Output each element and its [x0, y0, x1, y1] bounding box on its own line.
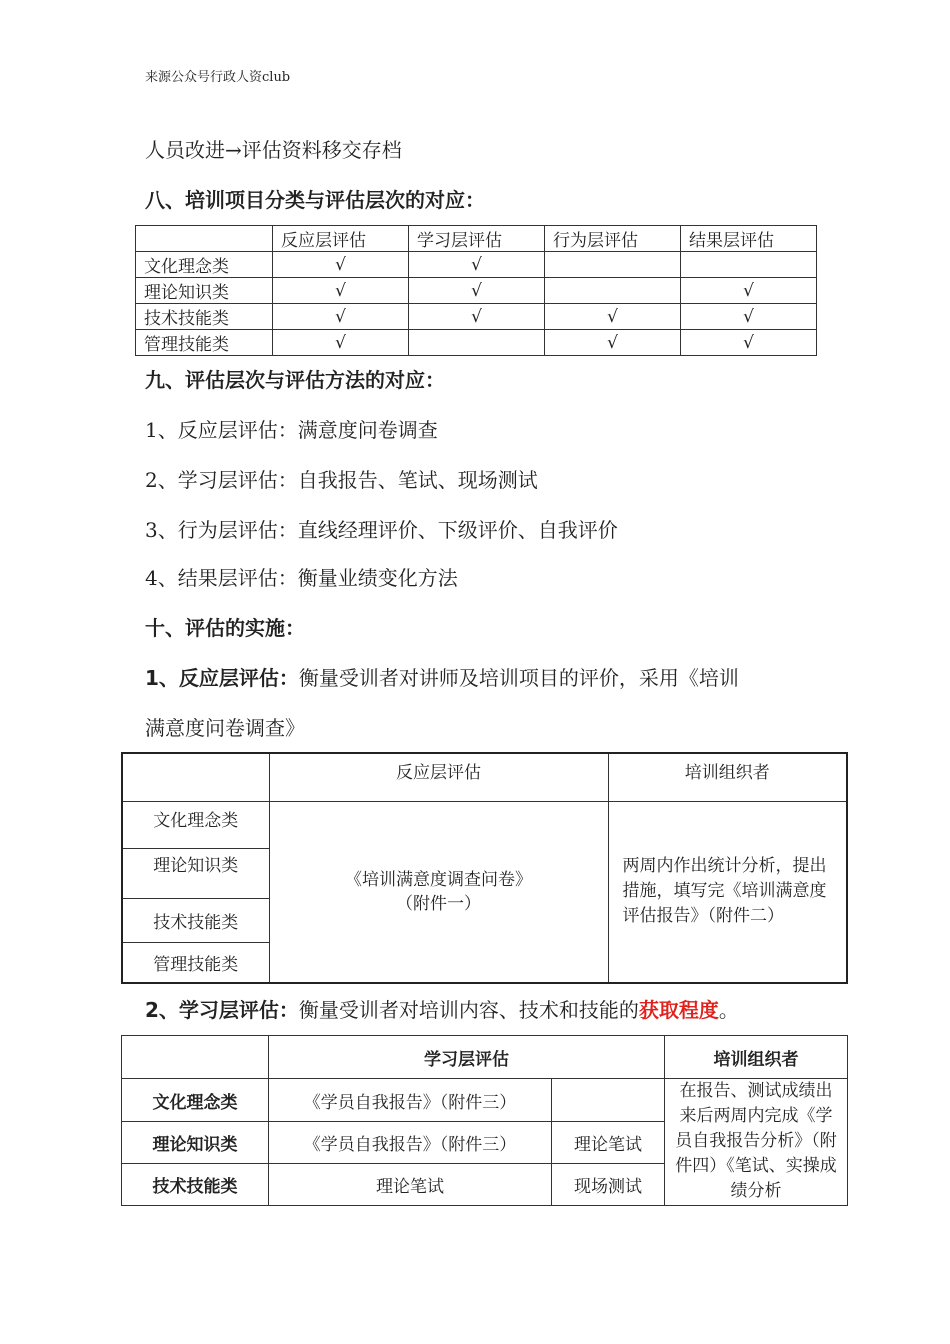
check-mark: √ [273, 330, 409, 356]
check-mark: √ [681, 304, 817, 330]
row-label: 文化理念类 [136, 252, 273, 278]
highlight-text: 获取程度 [638, 998, 719, 1022]
method-cell: 理论笔试 [552, 1122, 665, 1164]
paragraph [145, 666, 739, 690]
table-row [136, 330, 817, 356]
row-label: 管理技能类 [122, 942, 269, 983]
organizer-cell: 在报告、测试成绩出来后两周内完成《学员自我报告分析》（附件四）《笔试、实操成绩分析 [665, 1079, 848, 1206]
check-mark: √ [545, 304, 681, 330]
list-item: 2、学习层评估：自我报告、笔试、现场测试 [145, 468, 538, 492]
check-mark: √ [545, 330, 681, 356]
section-heading: 十、评估的实施： [145, 616, 305, 640]
check-mark [681, 252, 817, 278]
row-label: 文化理念类 [122, 801, 269, 848]
header-cell: 反应层评估 [269, 753, 608, 801]
paragraph-lead: 1、反应层评估： [145, 666, 299, 690]
check-mark: √ [273, 252, 409, 278]
row-label: 理论知识类 [122, 1122, 269, 1164]
section-heading: 八、培训项目分类与评估层次的对应： [145, 188, 485, 212]
check-mark: √ [409, 304, 545, 330]
method-text: （附件一） [396, 893, 481, 914]
paragraph-text: 衡量受训者对培训内容、技术和技能的 [298, 998, 639, 1022]
method-cell: 理论笔试 [269, 1164, 552, 1206]
check-mark: √ [681, 330, 817, 356]
row-label: 技术技能类 [122, 898, 269, 942]
table-row [136, 278, 817, 304]
header-cell: 反应层评估 [273, 226, 409, 252]
list-item: 1、反应层评估：满意度问卷调查 [145, 418, 438, 442]
organizer-cell: 两周内作出统计分析，提出措施，填写完《培训满意度评估报告》（附件二） [608, 801, 847, 983]
header-cell: 学习层评估 [269, 1036, 665, 1079]
header-cell: 培训组织者 [665, 1036, 848, 1079]
paragraph: 满意度问卷调查》 [145, 716, 305, 740]
method-text: 《培训满意度调查问卷》 [345, 869, 532, 890]
paragraph [145, 998, 739, 1022]
check-mark: √ [273, 278, 409, 304]
row-label: 技术技能类 [122, 1164, 269, 1206]
row-label: 技术技能类 [136, 304, 273, 330]
table-row [136, 304, 817, 330]
check-mark: √ [273, 304, 409, 330]
section-heading: 九、评估层次与评估方法的对应： [145, 368, 445, 392]
header-cell [136, 226, 273, 252]
method-cell: 现场测试 [552, 1164, 665, 1206]
reaction-eval-table [121, 752, 848, 984]
check-mark [545, 278, 681, 304]
row-label: 理论知识类 [122, 848, 269, 898]
check-mark [409, 330, 545, 356]
method-cell [269, 801, 608, 983]
method-cell [552, 1079, 665, 1122]
table-row [136, 252, 817, 278]
header-cell: 行为层评估 [545, 226, 681, 252]
header-cell: 学习层评估 [409, 226, 545, 252]
page-header: 来源公众号行政人资club [145, 70, 291, 85]
paragraph: 人员改进→评估资料移交存档 [145, 138, 402, 162]
paragraph-text: 衡量受训者对讲师及培训项目的评价，采用《培训 [298, 666, 739, 690]
row-label: 理论知识类 [136, 278, 273, 304]
list-item: 4、结果层评估：衡量业绩变化方法 [145, 566, 458, 590]
row-label: 管理技能类 [136, 330, 273, 356]
table-header-row [136, 226, 817, 252]
header-cell: 培训组织者 [608, 753, 847, 801]
list-item: 3、行为层评估：直线经理评价、下级评价、自我评价 [145, 518, 618, 542]
paragraph-text: 。 [718, 998, 739, 1022]
learning-eval-table [121, 1035, 848, 1206]
check-mark: √ [409, 278, 545, 304]
row-label: 文化理念类 [122, 1079, 269, 1122]
check-mark [545, 252, 681, 278]
header-cell: 结果层评估 [681, 226, 817, 252]
check-mark: √ [409, 252, 545, 278]
paragraph-lead: 2、学习层评估： [145, 998, 299, 1022]
method-cell: 《学员自我报告》（附件三） [269, 1079, 552, 1122]
classification-table [135, 225, 817, 356]
check-mark: √ [681, 278, 817, 304]
method-cell: 《学员自我报告》（附件三） [269, 1122, 552, 1164]
